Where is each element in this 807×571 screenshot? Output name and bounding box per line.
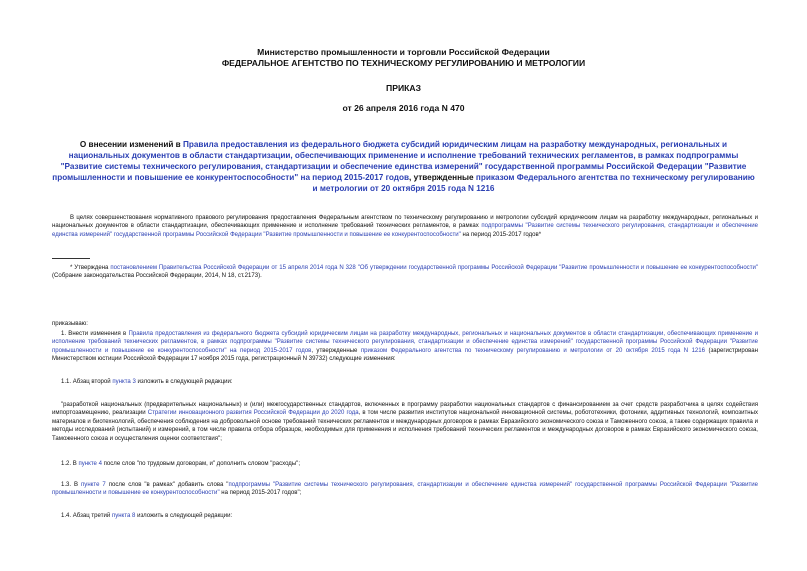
item-1-4-suffix: изложить в следующей редакции: <box>135 513 233 519</box>
document-type: ПРИКАЗ <box>386 83 421 93</box>
ministry-name: Министерство промышленности и торговли Российской Федерации <box>257 47 550 57</box>
clause-8-link[interactable]: пункта 8 <box>111 513 136 519</box>
footnote-prefix: * Утверждена <box>70 265 111 271</box>
item-1-4 <box>61 512 232 520</box>
item-1-1-suffix: изложить в следующей редакции: <box>135 379 233 385</box>
item-1-2-prefix: 1.2. В <box>61 461 79 467</box>
item-1-middle: , утвержденные <box>311 347 361 354</box>
subprogram-link[interactable]: подпрограммы "Развитие системы технического регулирования, стандартизации и обеспечение единства измерений" государственной программы Российской Федерации "Развитие промышленности и повышение ее конкурентоспособности" <box>52 223 758 238</box>
item-1-2-suffix: после слов "по трудовым договорам, и" дополнить словом "расходы"; <box>101 461 301 467</box>
item-1-3-suffix: на период 2015-2017 годов"; <box>219 490 302 497</box>
item-1-4-prefix: 1.4. Абзац третий <box>61 513 112 519</box>
footnote-divider <box>52 258 90 259</box>
item-1-rules-link[interactable]: Правила предоставления из федерального бюджета субсидий юридическим лицам на разработку международных, региональных и национальных документов в области стандартизации, обеспечивающих применение и исполнение требований технических регламентов, в рамках подпрограммы "Развитие системы технического регулирования, стандартизации и обеспечение единства измерений" государственной программы Российской Федерации "Развитие промышленности и повышение ее конкурентоспособности" на период 2015-2017 годов <box>52 331 758 354</box>
innovation-strategy-link[interactable]: Стратегии инновационного развития Российской Федерации до 2020 года <box>147 410 359 417</box>
clause-7-link[interactable]: пункте 7 <box>81 482 106 488</box>
agency-name: ФЕДЕРАЛЬНОЕ АГЕНТСТВО ПО ТЕХНИЧЕСКОМУ РЕГУЛИРОВАНИЮ И МЕТРОЛОГИИ <box>221 58 586 68</box>
item-1-3-middle: после слов "в рамках" добавить слова " <box>105 482 229 488</box>
item-1-prefix: 1. Внести изменения в <box>61 331 129 337</box>
item-1-2 <box>61 460 300 468</box>
item-1-3 <box>52 481 758 498</box>
government-decree-link[interactable]: постановлением Правительства Российской Федерации от 15 апреля 2014 года N 328 "Об утверждении государственной программы Российской Федерации "Развитие промышленности и повышение ее конкурентоспособности" <box>110 265 758 271</box>
order-1216-link[interactable]: приказом Федерального агентства по техническому регулированию и метрологии от 20 октября 2015 года N 1216 <box>312 172 755 193</box>
quote-prefix: "разработкой национальных (предварительных национальных) и (или) межгосударственных стандартов, включенных в программу разработки национальных стандартов с финансированием за счет средств разработчика в целях содействия импортозамещению, реализации <box>52 402 758 417</box>
item-1-1 <box>61 378 233 386</box>
item-1-suffix: (зарегистрирован Министерством юстиции Российской Федерации 17 ноября 2015 года, регистрационный N 39732) следующие изменения: <box>52 347 759 363</box>
item-1-3-subprogram-link[interactable]: подпрограммы "Развитие системы технического регулирования, стандартизации и обеспечение единства измерений" государственной программы Российской Федерации "Развитие промышленности и повышение ее конкурентоспособности" <box>52 482 758 497</box>
clause-3-link[interactable]: пункта 3 <box>112 379 136 385</box>
preamble-text-end: на период 2015-2017 годов* <box>460 231 542 238</box>
orders-word: приказываю: <box>52 321 88 327</box>
quote-suffix: , в том числе развития институтов национальной инновационной системы, робототехники, фотоники, аддитивных технологий, композитных материалов и биотехнологий, обеспечения соблюдения на добровольной основе требований технических регламентов и международных договоров в рамках Евразийского экономического союза и Таможенного союза, а также содержащих правила и методы исследований (испытаний) и измерений, в том числе правила отбора образцов, необходимых для применения и исполнения требований технических регламентов и международных договоров в рамках Евразийского экономического союза, Таможенного союза и осуществления оценки соответствия"; <box>52 410 759 442</box>
item-1-order-link[interactable]: приказом Федерального агентства по техническому регулированию и метрологии от 20 октября 2015 года N 1216 <box>360 347 706 354</box>
footnote <box>52 264 758 281</box>
preamble-text: В целях совершенствования нормативного правового регулирования предоставления Федеральным агентством по техническому регулированию и метрологии субсидий юридическим лицам на разработку международных, региональных и национальных документов в области стандартизации, обеспечивающих применение и исполнение требований технических регламентов, в рамках <box>52 215 758 230</box>
rules-link[interactable]: Правила предоставления из федерального бюджета субсидий юридическим лицам на разработку международных, региональных и национальных документов в области стандартизации, обеспечивающих применение и исполнение требований технических регламентов, в рамках подпрограммы "Развитие системы технического регулирования, стандартизации и обеспечение единства измерений" государственной программы Российской Федерации "Развитие промышленности и повышение ее конкурентоспособности" на период 2015-2017 годов <box>52 140 747 182</box>
document-title <box>52 140 755 195</box>
quote-paragraph <box>52 401 758 443</box>
document-date-number: от 26 апреля 2016 года N 470 <box>342 103 465 113</box>
item-1-3-prefix: 1.3. В <box>61 482 82 488</box>
preamble-paragraph <box>52 214 758 239</box>
footnote-suffix: (Собрание законодательства Российской Федерации, 2014, N 18, ст.2173). <box>52 273 262 280</box>
title-prefix: О внесении изменений в <box>79 140 183 149</box>
clause-4-link[interactable]: пункте 4 <box>78 461 102 467</box>
item-1 <box>52 330 758 364</box>
item-1-1-prefix: 1.1. Абзац второй <box>61 379 113 385</box>
title-middle: , утвержденные <box>409 172 476 182</box>
